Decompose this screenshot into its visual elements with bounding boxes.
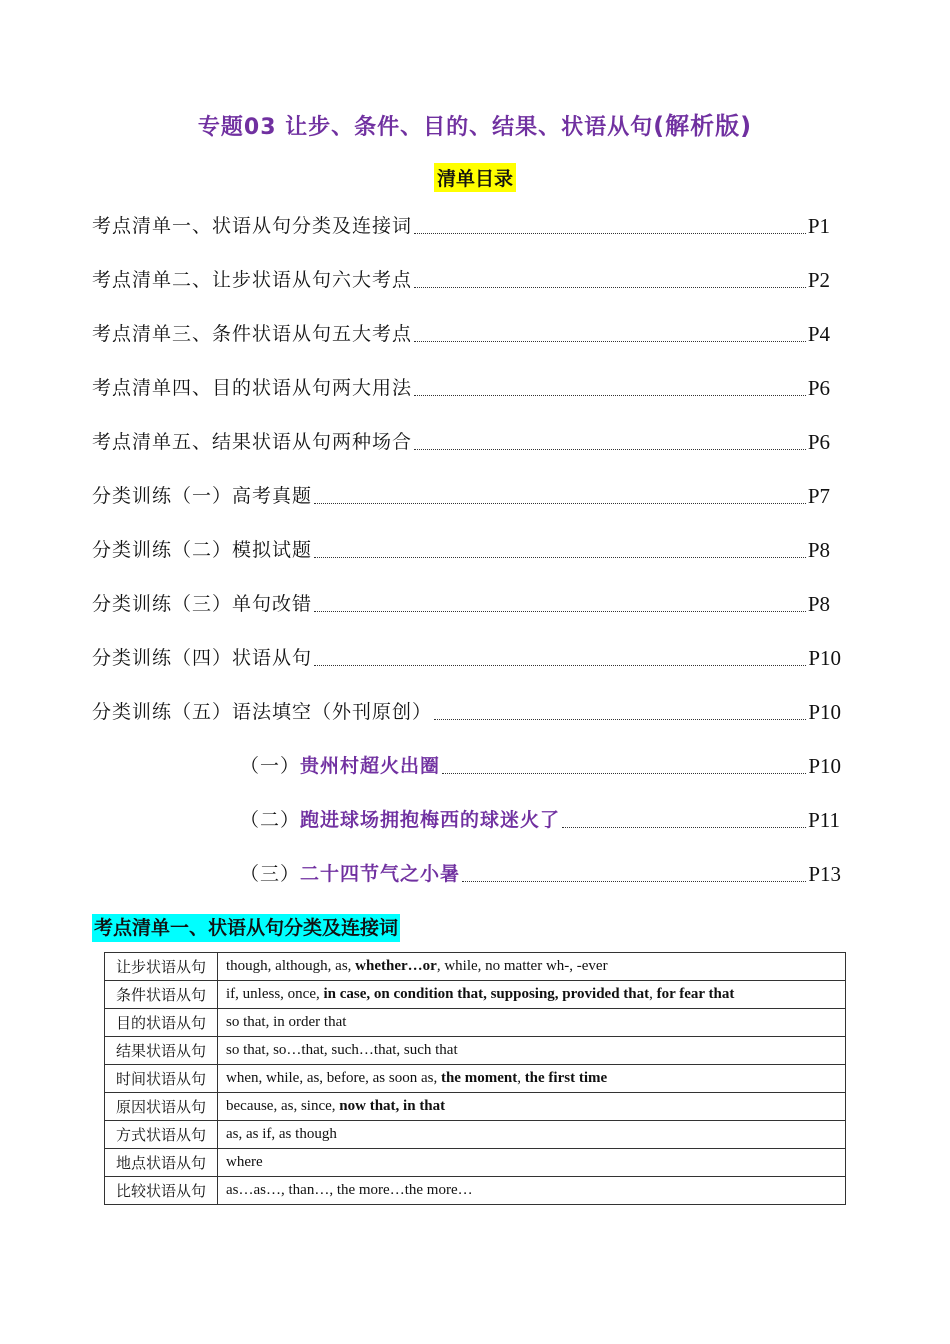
- toc-entry-label: 分类训练（五）语法填空（外刊原创）: [92, 701, 433, 723]
- conjunction-text: as…as…, than…, the more…the more…: [226, 1182, 473, 1198]
- conjunction-text: ,: [517, 1070, 525, 1086]
- clause-conjunctions: [218, 1177, 846, 1205]
- document-title-main: 专题03 让步、条件、目的、结果、状语从句: [197, 115, 654, 140]
- toc-leader: [414, 394, 806, 396]
- toc-sub-prefix: （一）: [240, 755, 301, 777]
- toc-entry-label: 考点清单四、目的状语从句两大用法: [92, 377, 413, 399]
- table-row: [105, 953, 846, 981]
- conjunction-table-body: [105, 953, 846, 1205]
- clause-category: 目的状语从句: [105, 1009, 218, 1037]
- conjunction-bold: for fear that: [656, 986, 735, 1002]
- toc-leader: [314, 502, 806, 504]
- clause-category: 地点状语从句: [105, 1149, 218, 1177]
- toc-entry-label: 分类训练（二）模拟试题: [92, 539, 313, 561]
- clause-category: 原因状语从句: [105, 1093, 218, 1121]
- clause-category: 比较状语从句: [105, 1177, 218, 1205]
- toc-entry-label: 分类训练（三）单句改错: [92, 593, 313, 615]
- table-row: [105, 1121, 846, 1149]
- toc-sub-entry[interactable]: [240, 803, 840, 833]
- conjunction-text: so that, in order that: [226, 1014, 347, 1030]
- toc-leader: [314, 664, 806, 666]
- toc-leader: [414, 232, 806, 234]
- toc-entry[interactable]: [92, 695, 841, 725]
- toc-leader: [414, 286, 806, 288]
- toc-entry-page: P10: [808, 646, 841, 670]
- conjunction-text: ,: [649, 986, 657, 1002]
- toc-entry[interactable]: [92, 263, 830, 293]
- toc-entry-page: P4: [807, 322, 830, 346]
- conjunction-text: when, while, as, before, as soon as,: [226, 1070, 441, 1086]
- toc-entry-page: P1: [807, 214, 830, 238]
- clause-conjunctions: [218, 1009, 846, 1037]
- toc-entry-label: 考点清单五、结果状语从句两种场合: [92, 431, 413, 453]
- clause-category: 条件状语从句: [105, 981, 218, 1009]
- toc-entry[interactable]: [92, 425, 830, 455]
- clause-conjunctions: [218, 1149, 846, 1177]
- toc-entry-page: P7: [807, 484, 830, 508]
- toc-entry-label: 考点清单一、状语从句分类及连接词: [92, 215, 413, 237]
- conjunction-bold: the first time: [524, 1070, 608, 1086]
- toc-sub-entry[interactable]: [240, 857, 841, 887]
- toc-entry-page: P8: [807, 592, 830, 616]
- conjunction-bold: the moment: [440, 1070, 518, 1086]
- conjunction-bold: now that, in that: [339, 1098, 446, 1114]
- table-row: [105, 1177, 846, 1205]
- toc-entry-label: 分类训练（四）状语从句: [92, 647, 313, 669]
- toc-sub-page: P10: [808, 754, 841, 778]
- toc-entry-label: 分类训练（一）高考真题: [92, 485, 313, 507]
- section-heading: 考点清单一、状语从句分类及连接词: [92, 914, 400, 942]
- document-title: [0, 106, 950, 141]
- toc-entry[interactable]: [92, 209, 830, 239]
- clause-conjunctions: [218, 1121, 846, 1149]
- toc-leader: [562, 826, 806, 828]
- conjunction-text: where: [226, 1154, 263, 1170]
- conjunction-table: [104, 952, 846, 1205]
- toc-heading: [0, 163, 950, 192]
- toc-sub-label: 贵州村超火出圈: [300, 755, 441, 777]
- toc-leader: [462, 880, 806, 882]
- toc-sub-prefix: （三）: [240, 863, 301, 885]
- toc-entry-page: P8: [807, 538, 830, 562]
- toc-entry-page: P6: [807, 430, 830, 454]
- toc-sub-entry[interactable]: [240, 749, 841, 779]
- conjunction-text: so that, so…that, such…that, such that: [226, 1042, 458, 1058]
- toc-sub-page: P13: [808, 862, 841, 886]
- toc-entry-page: P2: [807, 268, 830, 292]
- clause-conjunctions: [218, 953, 846, 981]
- toc-leader: [314, 556, 806, 558]
- toc-leader: [442, 772, 806, 774]
- clause-category: 方式状语从句: [105, 1121, 218, 1149]
- toc-leader: [434, 718, 806, 720]
- conjunction-text: if, unless, once,: [226, 986, 324, 1002]
- document-title-suffix: (解析版): [653, 112, 753, 140]
- toc-sub-label: 跑进球场拥抱梅西的球迷火了: [300, 809, 561, 831]
- conjunction-bold: in case, on condition that, supposing, provided that: [323, 986, 650, 1002]
- toc-sub-page: P11: [808, 808, 840, 832]
- toc-entry-page: P10: [808, 700, 841, 724]
- clause-category: 让步状语从句: [105, 953, 218, 981]
- clause-conjunctions: [218, 1093, 846, 1121]
- toc-entry[interactable]: [92, 533, 830, 563]
- clause-conjunctions: [218, 981, 846, 1009]
- toc-entry[interactable]: [92, 479, 830, 509]
- toc-leader: [314, 610, 806, 612]
- toc-entry-label: 考点清单二、让步状语从句六大考点: [92, 269, 413, 291]
- clause-category: 结果状语从句: [105, 1037, 218, 1065]
- table-row: [105, 1093, 846, 1121]
- toc-sub-prefix: （二）: [240, 809, 301, 831]
- toc-entry[interactable]: [92, 587, 830, 617]
- toc-leader: [414, 340, 806, 342]
- table-row: [105, 981, 846, 1009]
- clause-conjunctions: [218, 1065, 846, 1093]
- toc-entry-page: P6: [807, 376, 830, 400]
- toc-entry[interactable]: [92, 641, 841, 671]
- conjunction-text: though, although, as,: [226, 958, 356, 974]
- toc-leader: [414, 448, 806, 450]
- toc-sub-label: 二十四节气之小暑: [300, 863, 461, 885]
- table-row: [105, 1149, 846, 1177]
- table-row: [105, 1009, 846, 1037]
- toc-entry-label: 考点清单三、条件状语从句五大考点: [92, 323, 413, 345]
- conjunction-bold: whether…or: [355, 958, 437, 974]
- conjunction-text: as, as if, as though: [226, 1126, 337, 1142]
- table-row: [105, 1065, 846, 1093]
- toc-entry[interactable]: [92, 317, 830, 347]
- toc-heading-label: 清单目录: [434, 163, 516, 192]
- conjunction-text: because, as, since,: [226, 1098, 340, 1114]
- clause-category: 时间状语从句: [105, 1065, 218, 1093]
- clause-conjunctions: [218, 1037, 846, 1065]
- toc-entry[interactable]: [92, 371, 830, 401]
- conjunction-text: , while, no matter wh-, -ever: [436, 958, 608, 974]
- table-row: [105, 1037, 846, 1065]
